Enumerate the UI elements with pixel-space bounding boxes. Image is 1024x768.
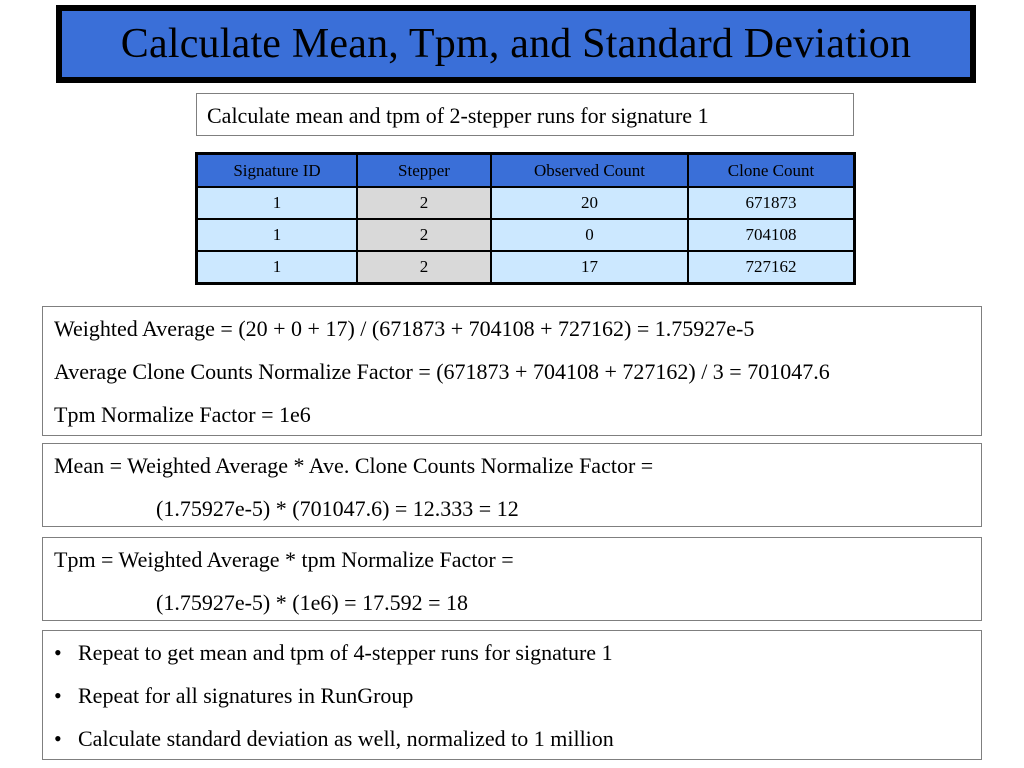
weighted-average-formula: Weighted Average = (20 + 0 + 17) / (671873 + 704108 + 727162) = 1.75927e-5 — [54, 316, 755, 341]
tpm-formula-line2: (1.75927e-5) * (1e6) = 17.592 = 18 — [156, 590, 468, 615]
subtitle-box: Calculate mean and tpm of 2-stepper runs for signature 1 — [196, 93, 854, 136]
cell-stepper: 2 — [357, 251, 491, 284]
list-item-text: Repeat to get mean and tpm of 4-stepper runs for signature 1 — [78, 640, 613, 665]
cell-observed-count: 0 — [491, 219, 688, 251]
cell-clone-count: 704108 — [688, 219, 855, 251]
header-stepper: Stepper — [357, 154, 491, 188]
header-observed-count: Observed Count — [491, 154, 688, 188]
cell-observed-count: 20 — [491, 187, 688, 219]
tpm-factor-formula: Tpm Normalize Factor = 1e6 — [54, 402, 311, 427]
cell-clone-count: 671873 — [688, 187, 855, 219]
table-row — [197, 219, 855, 251]
cell-stepper: 2 — [357, 187, 491, 219]
tpm-box — [42, 537, 982, 621]
list-item-text: Calculate standard deviation as well, normalized to 1 million — [78, 726, 614, 751]
bullet-icon: • — [54, 726, 62, 751]
mean-formula-line2: (1.75927e-5) * (701047.6) = 12.333 = 12 — [156, 496, 519, 521]
tpm-formula-line1: Tpm = Weighted Average * tpm Normalize Factor = — [54, 547, 514, 572]
cell-observed-count: 17 — [491, 251, 688, 284]
signature-table — [195, 152, 856, 285]
header-clone-count: Clone Count — [688, 154, 855, 188]
list-item — [54, 674, 981, 717]
list-item — [54, 717, 981, 760]
bullet-icon: • — [54, 640, 62, 665]
bullet-list-box — [42, 630, 982, 760]
cell-clone-count: 727162 — [688, 251, 855, 284]
bullet-icon: • — [54, 683, 62, 708]
list-item — [54, 631, 981, 674]
avg-clone-factor-formula: Average Clone Counts Normalize Factor = (671873 + 704108 + 727162) / 3 = 701047.6 — [54, 359, 830, 384]
cell-signature-id: 1 — [197, 187, 358, 219]
cell-signature-id: 1 — [197, 219, 358, 251]
cell-stepper: 2 — [357, 219, 491, 251]
title-banner-inner — [62, 11, 970, 77]
slide-title: Calculate Mean, Tpm, and Standard Deviation — [120, 21, 912, 67]
table-header-row — [197, 154, 855, 188]
cell-signature-id: 1 — [197, 251, 358, 284]
mean-box — [42, 443, 982, 527]
title-banner — [56, 5, 976, 83]
table-row — [197, 187, 855, 219]
mean-formula-line1: Mean = Weighted Average * Ave. Clone Counts Normalize Factor = — [54, 453, 654, 478]
header-signature-id: Signature ID — [197, 154, 358, 188]
list-item-text: Repeat for all signatures in RunGroup — [78, 683, 414, 708]
formulas-box — [42, 306, 982, 436]
table-row — [197, 251, 855, 284]
